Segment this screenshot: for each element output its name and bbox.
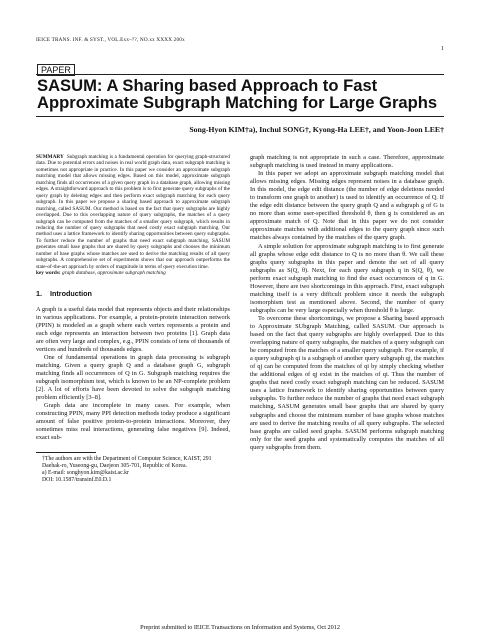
intro-paragraph-3: Graph data are incomplete in many cases. For example, when constructing PPIN, many PPI detection methods today produce a significant amount of false positive protein-to-protein interactions. Moreover, they sometimes miss real interactions, generating false negatives [9]. Indeed, exact sub- — [36, 402, 230, 442]
title-rule — [36, 116, 444, 117]
paper-title: SASUM: A Sharing based Approach to Fast Approximate Subgraph Matching for Large Graphs — [37, 76, 438, 113]
footnote-doi: DOI: 10.1587/transinf.E0.D.1 — [42, 477, 112, 484]
footnote — [36, 456, 230, 484]
article-type-label: PAPER — [37, 64, 75, 76]
intro-paragraph-1: A graph is a useful data model that represents objects and their relationships in various applications. For example, a protein-protein interaction network (PPIN) is modeled as a graph where each vertex represents a protein and each edge represents an interaction between two proteins [1]. Graph data are often very large and complex, e.g., PPIN consists of tens of thousands of vertices and hundreds of thousands edges. — [36, 305, 230, 353]
right-column — [250, 154, 444, 452]
author-list: Song-Hyon KIM†a), Inchul SONG†, Kyong-Ha LEE†, and Yoon-Joon LEE† — [189, 125, 444, 134]
intro-paragraph-2: One of fundamental operations in graph data processing is subgraph matching. Given a query graph Q and a database graph G, subgraph matching finds all occurrences of Q in G. Subgraph matching requires the subgraph isomorphism test, which is known to be an NP-complete problem [2]. A lot of efforts have been devoted to solve the subgraph matching problem efficiently [3–8]. — [36, 353, 230, 402]
footnote-email: a) E-mail: songhyon.kim@kaist.ac.kr — [42, 470, 129, 477]
footnote-rule — [36, 452, 96, 453]
intro-paragraph-6: A simple solution for approximate subgraph matching is to first generate all graphs whose edge edit distance to Q is no more than θ. We call these graphs query subgraphs in this paper and denote the set of all query subgraphs as S(Q, θ). Next, for each query subgraph q in S(Q, θ), we perform exact subgraph matching to find the exact occurrences of q in G. However, there are two shortcomings in this approach. First, exact subgraph matching itself is a very difficult problem since it needs the subgraph isomorphism test as mentioned above. Second, the number of query subgraphs can be very large especially when threshold θ is large. — [250, 242, 444, 314]
keywords — [36, 270, 230, 276]
intro-paragraph-4: graph matching is not appropriate in such a case. Therefore, approximate subgraph matching is used instead in many applications. — [250, 154, 444, 170]
intro-paragraph-5: In this paper we adopt an approximate subgraph matching model that allows missing edges. Missing edges represent noises in a database graph. In this model, the edge edit distance (the number of edge deletions needed to transform one graph to another) is used to identify an occurrence of Q. If the edge edit distance between the query graph Q and a subgraph g of G is no more than some user-specified threshold θ, then g is considered as an approximate match of Q. Note that in this paper we do not consider approximate matches with additional edges to the query graph since such matches always contained by the matches of the query graph. — [250, 170, 444, 242]
page-number: 1 — [441, 46, 444, 52]
keywords-label: key words: — [36, 270, 61, 277]
intro-paragraph-7: To overcome these shortcomings, we propose a Sharing based approach to Approximate SUbgraph Matching, called SASUM. Our approach is based on the fact that query subgraphs are highly overlapped. Due to this overlapping nature of query subgraphs, the matches of a query subgraph can be computed from the matches of a smaller query subgraph. For example, if a query subgraph qi is a subgraph of another query subgraph qj, the matches of qj can be computed from the matches of qi by simply checking whether the additional edges of qj exist in the matches of qi. Thus the number of graphs that need costly exact subgraph matching can be reduced. SASUM uses a lattice framework to identify sharing opportunities between query subgraphs. To further reduce the number of graphs that need exact subgraph matching, SASUM generates small base graphs that are shared by query subgraphs and choose the minimum number of base graphs whose matches are used to derive the matching results of all query subgraphs. The selected base graphs are called seed graphs. SASUM performs subgraph matching only for the seed graphs and systematically computes the matches of all query subgraphs from them. — [250, 314, 444, 451]
top-rule — [36, 74, 444, 75]
section-title: Introduction — [50, 288, 92, 298]
running-header: IEICE TRANS. INF. & SYST., VOL.Exx–??, NO.xx XXXX 200x — [36, 37, 185, 43]
keywords-text: graph database, approximate subgraph matching — [61, 270, 166, 277]
abstract — [36, 154, 230, 270]
section-number: 1. — [36, 288, 42, 298]
section-heading — [36, 290, 230, 298]
abstract-text: Subgraph matching is a fundamental operation for querying graph-structured data. Due to potential errors and noises in real world graph data, exact subgraph matching is sometimes not appropriate in practice. In this paper we consider an approximate subgraph matching model that allows missing edges. Based on this model, approximate subgraph matching finds all occurrences of a given query graph in a database graph, allowing missing edges. A straightforward approach to this problem is to first generate query subgraphs of the query graph by deleting edges and then perform exact subgraph matching for each query subgraph. In this paper we propose a sharing based approach to approximate subgraph matching, called SASUM. Our method is based on the fact that query subgraphs are highly overlapped. Due to this overlapping nature of query subgraphs, the matches of a query subgraph can be computed from the matches of a smaller query subgraph, which results in reducing the number of query subgraphs that need costly exact subgraph matching. Our method uses a lattice framework to identify sharing opportunities between query subgraphs. To further reduce the number of graphs that need exact subgraph matching, SASUM generates small base graphs that are shared by query subgraphs and chooses the minimum number of base graphs whose matches are used to derive the matching results of all query subgraphs. A comprehensive set of experiments shows that our approach outperforms the state-of-the-art approach by orders of magnitude in terms of query execution time. — [36, 154, 230, 270]
abstract-label: SUMMARY — [36, 154, 64, 160]
preprint-footer: Preprint submitted to IEICE Transactions on Information and Systems, Oct 2012 — [140, 624, 340, 631]
left-column — [36, 154, 230, 484]
footnote-affiliation: †The authors are with the Department of Computer Science, KAIST, 291 Daehak-ro, Yuseong-gu, Daejeon 305-701, Republic of Korea. — [42, 456, 212, 470]
